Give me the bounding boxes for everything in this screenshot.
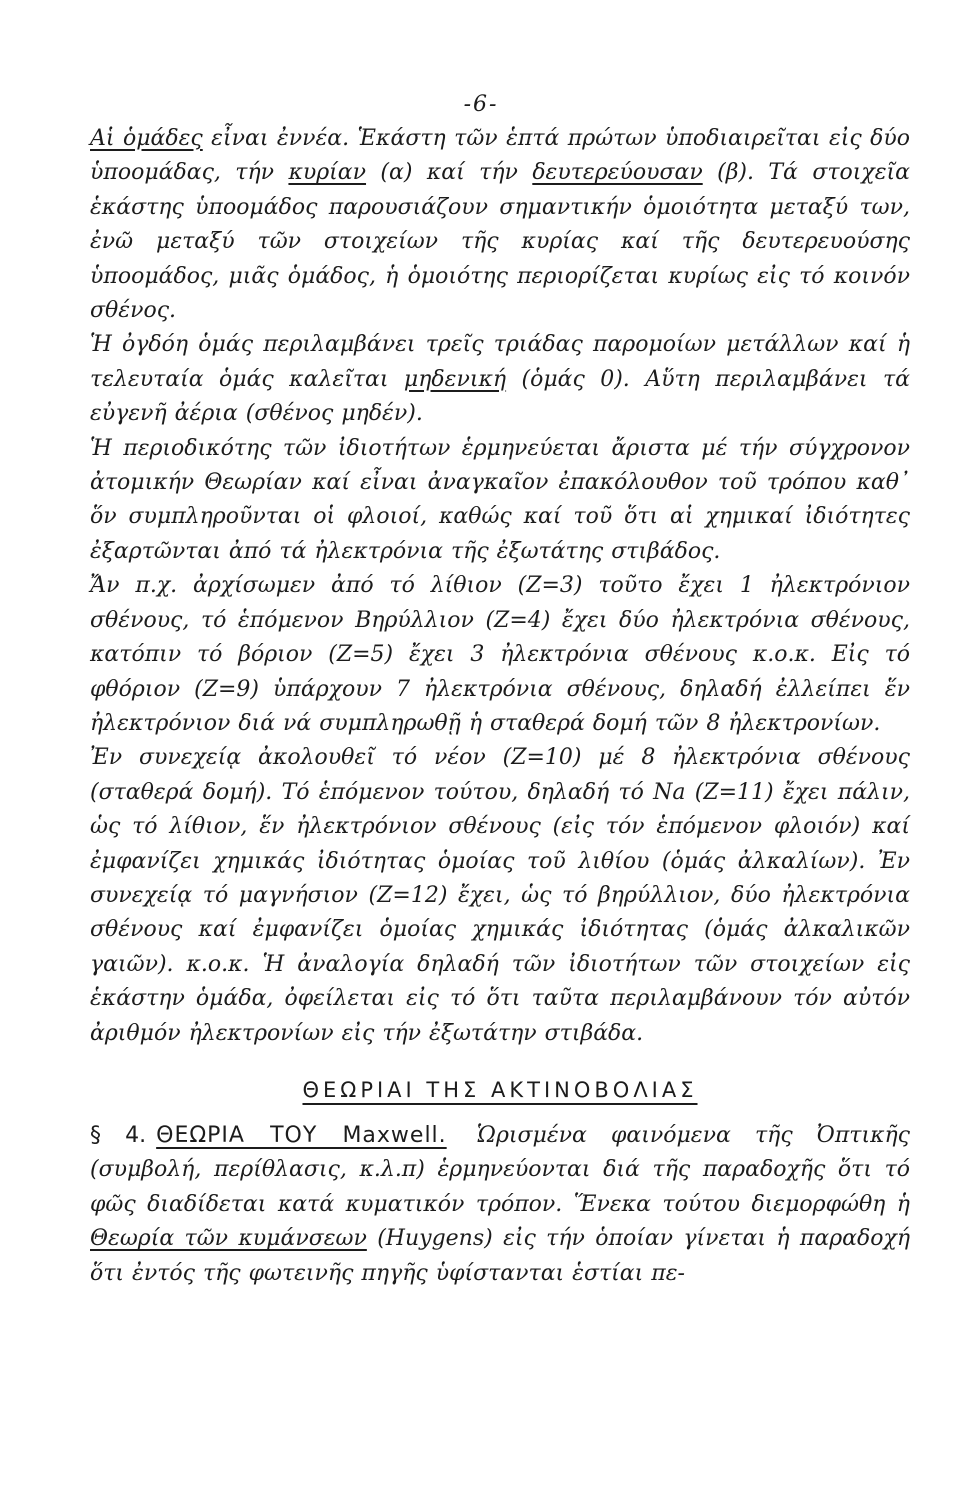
term-kyria: κυρίαν: [288, 160, 367, 186]
term-midenike: μηδενική: [403, 366, 507, 392]
paragraph-text: Ἡ περιοδικότης τῶν ἰδιοτήτων ἑρμηνεύεται ἄριστα μέ τήν σύγχρονον ἀτομικήν Θεωρίαν καί εἶναι ἀναγκαῖον ἐπακόλουθον τοῦ τρόπου καθ᾽ ὅν συμπληροῦνται οἱ φλοιοί, καθώς καί τοῦ ὅτι αἱ χημικαί ἰδιότητες ἐξαρτῶνται ἀπό τά ἠλεκτρόνια τῆς ἐξωτάτης στιβάδος.: [90, 435, 910, 564]
paragraph-lead: Αἱ ὁμάδες: [90, 126, 203, 151]
paragraph-text: (ὁμάς 0). Αὕτη περιλαμβάνει τά εὐγενῆ ἀέρια (σθένος μηδέν).: [90, 366, 910, 427]
section-label: ΘΕΩΡΙΑ ΤΟΥ Maxwell.: [156, 1122, 447, 1148]
section-number: § 4.: [90, 1122, 147, 1148]
paragraph-text: Ἡ ὀγδόη ὁμάς περιλαμβάνει τρεῖς τριάδας παρομοίων μετάλλων καί ἡ τελευταία ὁμάς καλεῖται: [90, 332, 910, 392]
term-wave-theory: Θεωρία τῶν κυμάνσεων: [90, 1226, 367, 1252]
paragraph-maxwell: [90, 1119, 910, 1291]
paragraph-lithium-example: [90, 569, 910, 741]
paragraph-text: Ὡρισμένα φαινόμενα τῆς Ὀπτικῆς (συμβολή, περίθλασις, κ.λ.π) ἑρμηνεύονται διά τῆς παραδοχῆς ὅτι τό φῶς διαδίδεται κατά κυματικόν τρόπον. Ἕνεκα τούτου διεμορφώθη ἡ: [90, 1122, 911, 1217]
paragraph-neon-sodium: [90, 741, 910, 1051]
page-number: -6-: [463, 92, 499, 117]
paragraph-text: εἶναι ἐννέα. Ἑκάστη τῶν ἑπτά πρώτων ὑποδιαιρεῖται εἰς δύο ὑποομάδας, τήν: [90, 126, 910, 186]
paragraph-groups: [90, 122, 910, 328]
paragraph-text: Ἐν συνεχείᾳ ἀκολουθεῖ τό νέον (Z=10) μέ 8 ἠλεκτρόνια σθένους (σταθερά δομή). Τό ἑπόμενον τούτου, δηλαδή τό Na (Z=11) ἔχει πάλιν, ὡς τό λίθιον, ἕν ἠλεκτρόνιον σθένους (εἰς τόν ἑπόμενον φλοιόν) καί ἐμφανίζει χημικάς ἰδιότητας ὁμοίας τοῦ λιθίου (ὁμάς ἀλκαλίων). Ἐν συνεχείᾳ τό μαγνήσιον (Z=12) ἔχει, ὡς τό βηρύλλιον, δύο ἠλεκτρόνια σθένους καί ἐμφανίζει ὁμοίας χημικάς ἰδιότητας (ὁμάς ἀλκαλικῶν γαιῶν). κ.ο.κ. Ἡ ἀναλογία δηλαδή τῶν ἰδιοτήτων τῶν στοιχείων εἰς ἑκάστην ὁμάδα, ὀφείλεται εἰς τό ὅτι ταῦτα περιλαμβάνουν τόν αὐτόν ἀριθμόν ἠλεκτρονίων εἰς τήν ἐξωτάτην στιβάδα.: [90, 745, 910, 1046]
paragraph-text: Ἄν π.χ. ἀρχίσωμεν ἀπό τό λίθιον (Z=3) τοῦτο ἔχει 1 ἠλεκτρόνιον σθένους, τό ἑπόμενον Βηρύλλιον (Z=4) ἔχει δύο ἠλεκτρόνια σθένους, κατόπιν τό βόριον (Z=5) ἔχει 3 ἠλεκτρόνια σθένους κ.ο.κ. Εἰς τό φθόριον (Z=9) ὑπάρχουν 7 ἠλεκτρόνια σθένους, δηλαδή ἐλλείπει ἕν ἠλεκτρόνιον διά νά συμπληρωθῇ ἡ σταθερά δομή τῶν 8 ἠλεκτρονίων.: [90, 573, 910, 736]
paragraph-text: (β). Τά στοιχεῖα ἑκάστης ὑποομάδος παρουσιάζουν σημαντικήν ὁμοιότητα μεταξύ των, ἐνῶ μεταξύ τῶν στοιχείων τῆς κυρίας καί τῆς δευτερευούσης ὑποομάδος, μιᾶς ὁμάδος, ἡ ὁμοιότης περιορίζεται κυρίως εἰς τό κοινόν σθένος.: [90, 160, 910, 324]
body-text: [90, 122, 910, 1291]
section-title-text: ΘΕΩΡΙΑΙ ΤΗΣ ΑΚΤΙΝΟΒΟΛΙΑΣ: [302, 1077, 698, 1102]
term-deutereuousa: δευτερεύουσαν: [532, 160, 703, 186]
paragraph-periodicity: [90, 432, 910, 570]
section-title: [90, 1073, 910, 1107]
paragraph-eighth-group: [90, 328, 910, 431]
paragraph-text: (Huygens) εἰς τήν ὁποίαν γίνεται ἡ παραδοχή ὅτι ἐντός τῆς φωτεινῆς πηγῆς ὑφίστανται ἑστίαι πε-: [90, 1226, 910, 1286]
paragraph-text: (α) καί τήν: [366, 160, 533, 186]
